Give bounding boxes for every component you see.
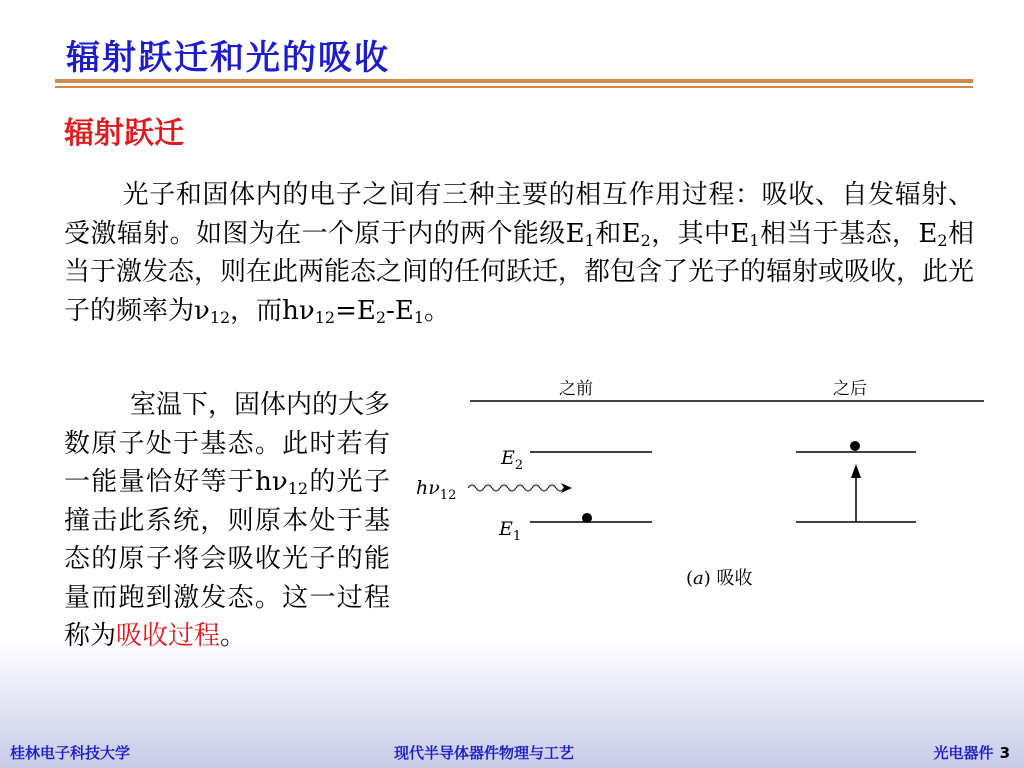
transition-arrowhead-icon: [851, 464, 861, 478]
page-title: 辐射跃迁和光的吸收: [66, 38, 390, 78]
diagram-caption: (a) 吸收: [686, 568, 753, 589]
footer-chapter: 光电器件 3: [933, 744, 1010, 762]
e1-label: $E_1$: [499, 518, 522, 544]
photon-label: $h\nu_{12}$: [416, 477, 457, 503]
page-number: 3: [999, 744, 1010, 762]
ground-state-electron: [582, 513, 592, 523]
title-rule-thick: [55, 79, 973, 83]
excited-state-electron: [850, 441, 860, 451]
before-label: 之前: [559, 379, 593, 399]
intro-paragraph: 光子和固体内的电子之间有三种主要的相互作用过程：吸收、自发辐射、受激辐射。如图为在一个原于内的两个能级$E_1$和$E_2$，其中$E_1$相当于基态，$E_2$相当于激发态，则在此两能态之间的任何跃迁，都包含了光子的辐射或吸收，此光子的频率为$\nu_{12}$，而$h\nu_{12}=E_2-E_1$。: [64, 180, 975, 327]
absorption-diagram: [400, 370, 1000, 600]
title-rule-thin: [55, 86, 973, 88]
absorption-process-highlight: 吸收过程: [116, 621, 221, 651]
photon-wave: [468, 485, 564, 491]
after-label: 之后: [833, 379, 867, 399]
footer-course: 现代半导体器件物理与工艺: [394, 744, 575, 762]
footer: [0, 736, 1024, 768]
e2-label: $E_2$: [501, 447, 524, 473]
absorption-paragraph: 室温下，固体内的大多数原子处于基态。此时若有一能量恰好等于$h\nu_{12}$的光子撞击此系统，则原本处于基态的原子将会吸收光子的能量而跑到激发态。这一过程称为吸收过程。: [64, 390, 391, 651]
section-heading: 辐射跃迁: [64, 116, 184, 151]
photon-arrowhead-icon: [561, 483, 572, 493]
footer-university: 桂林电子科技大学: [10, 744, 131, 762]
